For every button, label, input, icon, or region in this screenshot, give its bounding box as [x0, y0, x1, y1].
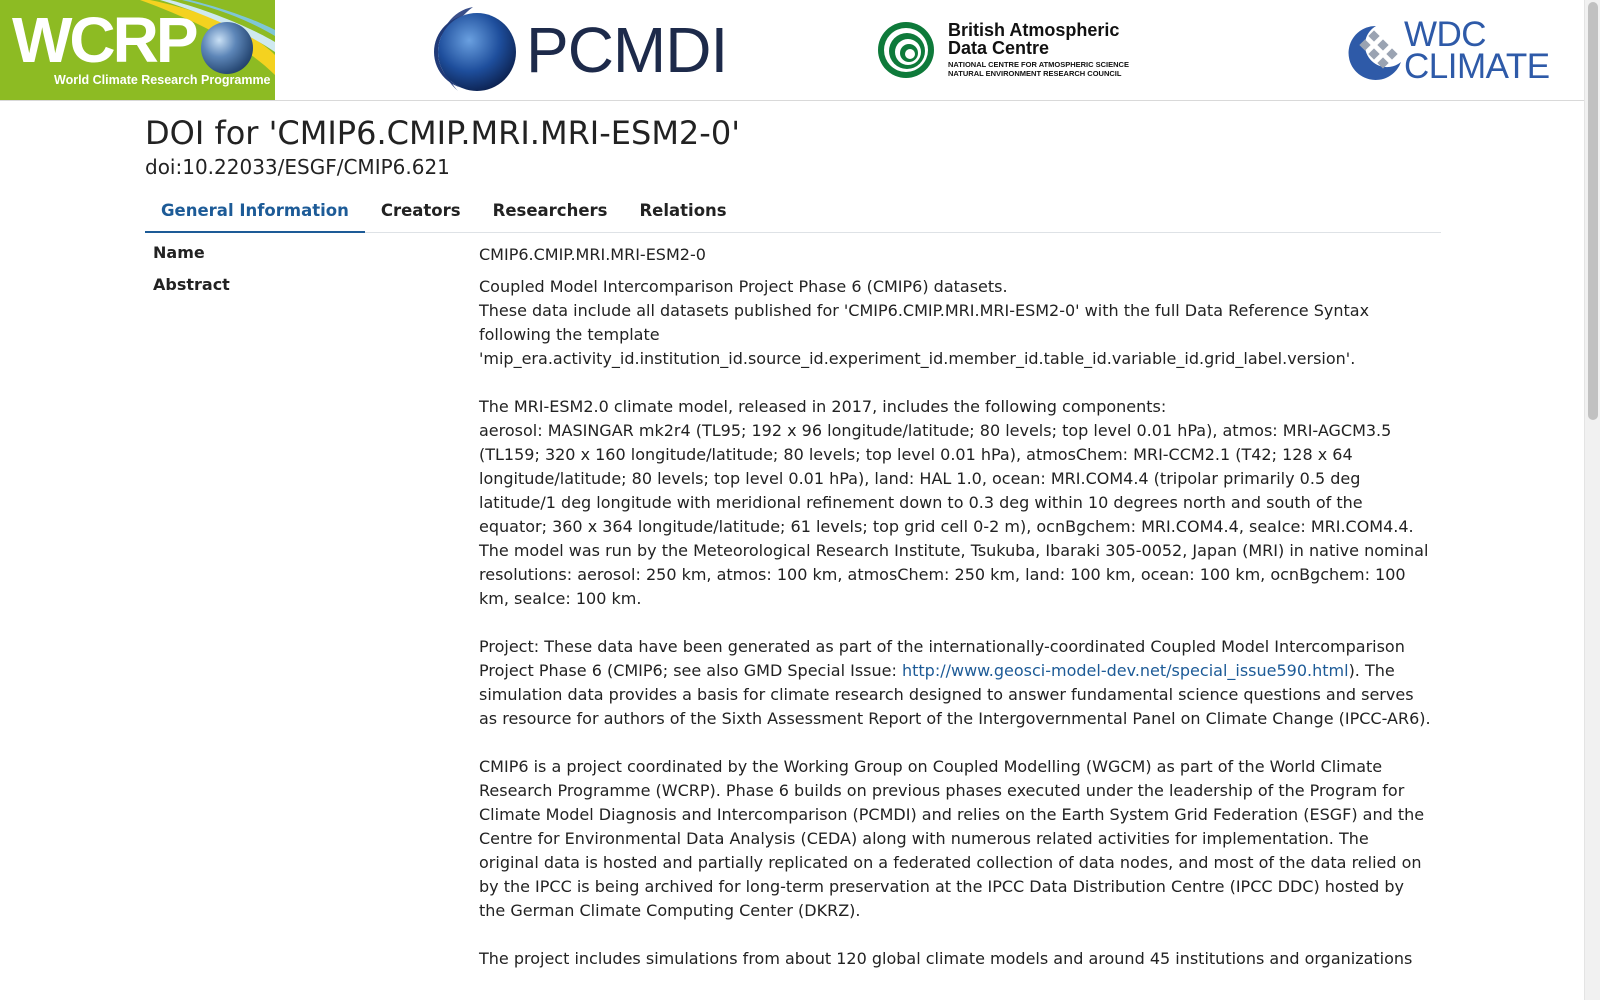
wcrp-logo[interactable]: [0, 0, 275, 100]
abstract-project-text-b: ). The simulation data provides a basis for climate research designed to answer fundamental science questions and serves as resource for authors of the Sixth Assessment Report of the Intergovernmental Panel on Climate Change (IPCC-AR6).: [479, 661, 1431, 728]
wdc-logo-line1: WDC: [1404, 15, 1487, 54]
name-value: CMIP6.CMIP.MRI.MRI-ESM2-0: [479, 245, 706, 264]
abstract-label: Abstract: [153, 275, 230, 294]
badc-logo-line2: Data Centre: [948, 38, 1050, 58]
scrollbar-thumb[interactable]: [1588, 2, 1598, 420]
doi-identifier: doi:10.22033/ESGF/CMIP6.621: [145, 155, 450, 179]
abstract-model-components: aerosol: MASINGAR mk2r4 (TL95; 192 x 96 longitude/latitude; 80 levels; top level 0.01 hPa), atmos: MRI-AGCM3.5 (TL159; 320 x 160 longitude/latitude; 80 levels; top level 0.01 hPa), atmosChem: MRI-CCM2.1 (T42; 128 x 64 longitude/latitude; 80 levels; top level 0.01 hPa), land: HAL 1.0, ocean: MRI.COM4.4 (tripolar primarily 0.5 deg latitude/1 deg longitude with meridional refinement down to 0.3 deg within 10 degrees north and south of the equator; 360 x 364 longitude/latitude; 61 levels; top grid cell 0-2 m), ocnBgchem: MRI.COM4.4, seaIce: MRI.COM4.4.: [479, 421, 1414, 536]
pcmdi-logo[interactable]: [432, 3, 728, 95]
pcmdi-logo-text: PCMDI: [526, 14, 728, 86]
wcrp-logo-subtitle: World Climate Research Programme: [54, 73, 271, 87]
wcrp-logo-text: WCRP: [12, 4, 196, 76]
badc-ring-icon: [876, 20, 936, 80]
wdc-climate-logo[interactable]: [1346, 16, 1566, 86]
abstract-project-paragraph: [479, 635, 1433, 731]
abstract-project-text-a: Project: These data have been generated as part of the internationally-coordinated Coupled Model Intercomparison Project Phase 6 (CMIP6; see also GMD Special Issue:: [479, 637, 1405, 680]
abstract-drs-description: These data include all datasets published for 'CMIP6.CMIP.MRI.MRI-ESM2-0' with the full Data Reference Syntax following the template 'mip_era.activity_id.institution_id.source_id.experiment_id.member_id.table_id.variable_id.grid_label.version'.: [479, 301, 1370, 368]
tab-general-information[interactable]: General Information: [145, 192, 365, 233]
page-title: DOI for 'CMIP6.CMIP.MRI.MRI-ESM2-0': [145, 114, 740, 152]
pcmdi-globe-icon: [438, 13, 516, 91]
abstract-cmip6-paragraph: CMIP6 is a project coordinated by the Working Group on Coupled Modelling (WGCM) as part of the World Climate Research Programme (WCRP). Phase 6 builds on previous phases executed under the leadership of the Program for Climate Model Diagnosis and Intercomparison (PCMDI) and relies on the Earth System Grid Federation (ESGF) and the Centre for Environmental Data Analysis (CEDA) along with numerous related activities for implementation. The original data is hosted and partially replicated on a federated collection of data nodes, and most of the data relied on by the IPCC is being archived for long-term preservation at the IPCC Data Distribution Centre (IPCC DDC) hosted by the German Climate Computing Center (DKRZ).: [479, 757, 1425, 920]
gmd-special-issue-link[interactable]: http://www.geosci-model-dev.net/special_issue590.html: [901, 661, 1349, 680]
tab-creators[interactable]: Creators: [380, 201, 461, 220]
badc-logo-line1: British Atmospheric: [948, 20, 1120, 40]
vertical-scrollbar[interactable]: [1584, 0, 1600, 1000]
abstract-intro: Coupled Model Intercomparison Project Phase 6 (CMIP6) datasets.: [479, 277, 1008, 296]
badc-logo-line4: NATURAL ENVIRONMENT RESEARCH COUNCIL: [948, 69, 1122, 78]
abstract-project-scope: The project includes simulations from about 120 global climate models and around 45 institutions and organizations: [479, 949, 1413, 968]
tab-bar: [145, 192, 1441, 233]
tab-relations[interactable]: Relations: [639, 201, 727, 220]
logo-bar: [0, 0, 1584, 101]
main-content: [145, 100, 1441, 971]
abstract-text: [479, 275, 1441, 971]
abstract-model-intro: The MRI-ESM2.0 climate model, released in 2017, includes the following components:: [479, 397, 1167, 416]
wdc-logo-line2: CLIMATE: [1404, 47, 1550, 86]
abstract-model-resolutions: The model was run by the Meteorological Research Institute, Tsukuba, Ibaraki 305-0052, Japan (MRI) in native nominal resolutions: aerosol: 250 km, atmos: 100 km, atmosChem: 250 km, land: 100 km, ocean: 100 km, ocnBgchem: 100 km, seaIce: 100 km.: [479, 541, 1429, 608]
tab-researchers[interactable]: Researchers: [492, 201, 608, 220]
abstract-row: [145, 275, 1441, 971]
name-row: [145, 243, 1441, 267]
wdc-diamond-icon: [1346, 22, 1406, 84]
badc-logo-line3: NATIONAL CENTRE FOR ATMOSPHERIC SCIENCE: [948, 60, 1129, 69]
name-label: Name: [153, 243, 205, 262]
earth-globe-icon: [201, 22, 253, 74]
badc-logo[interactable]: [876, 18, 1176, 84]
